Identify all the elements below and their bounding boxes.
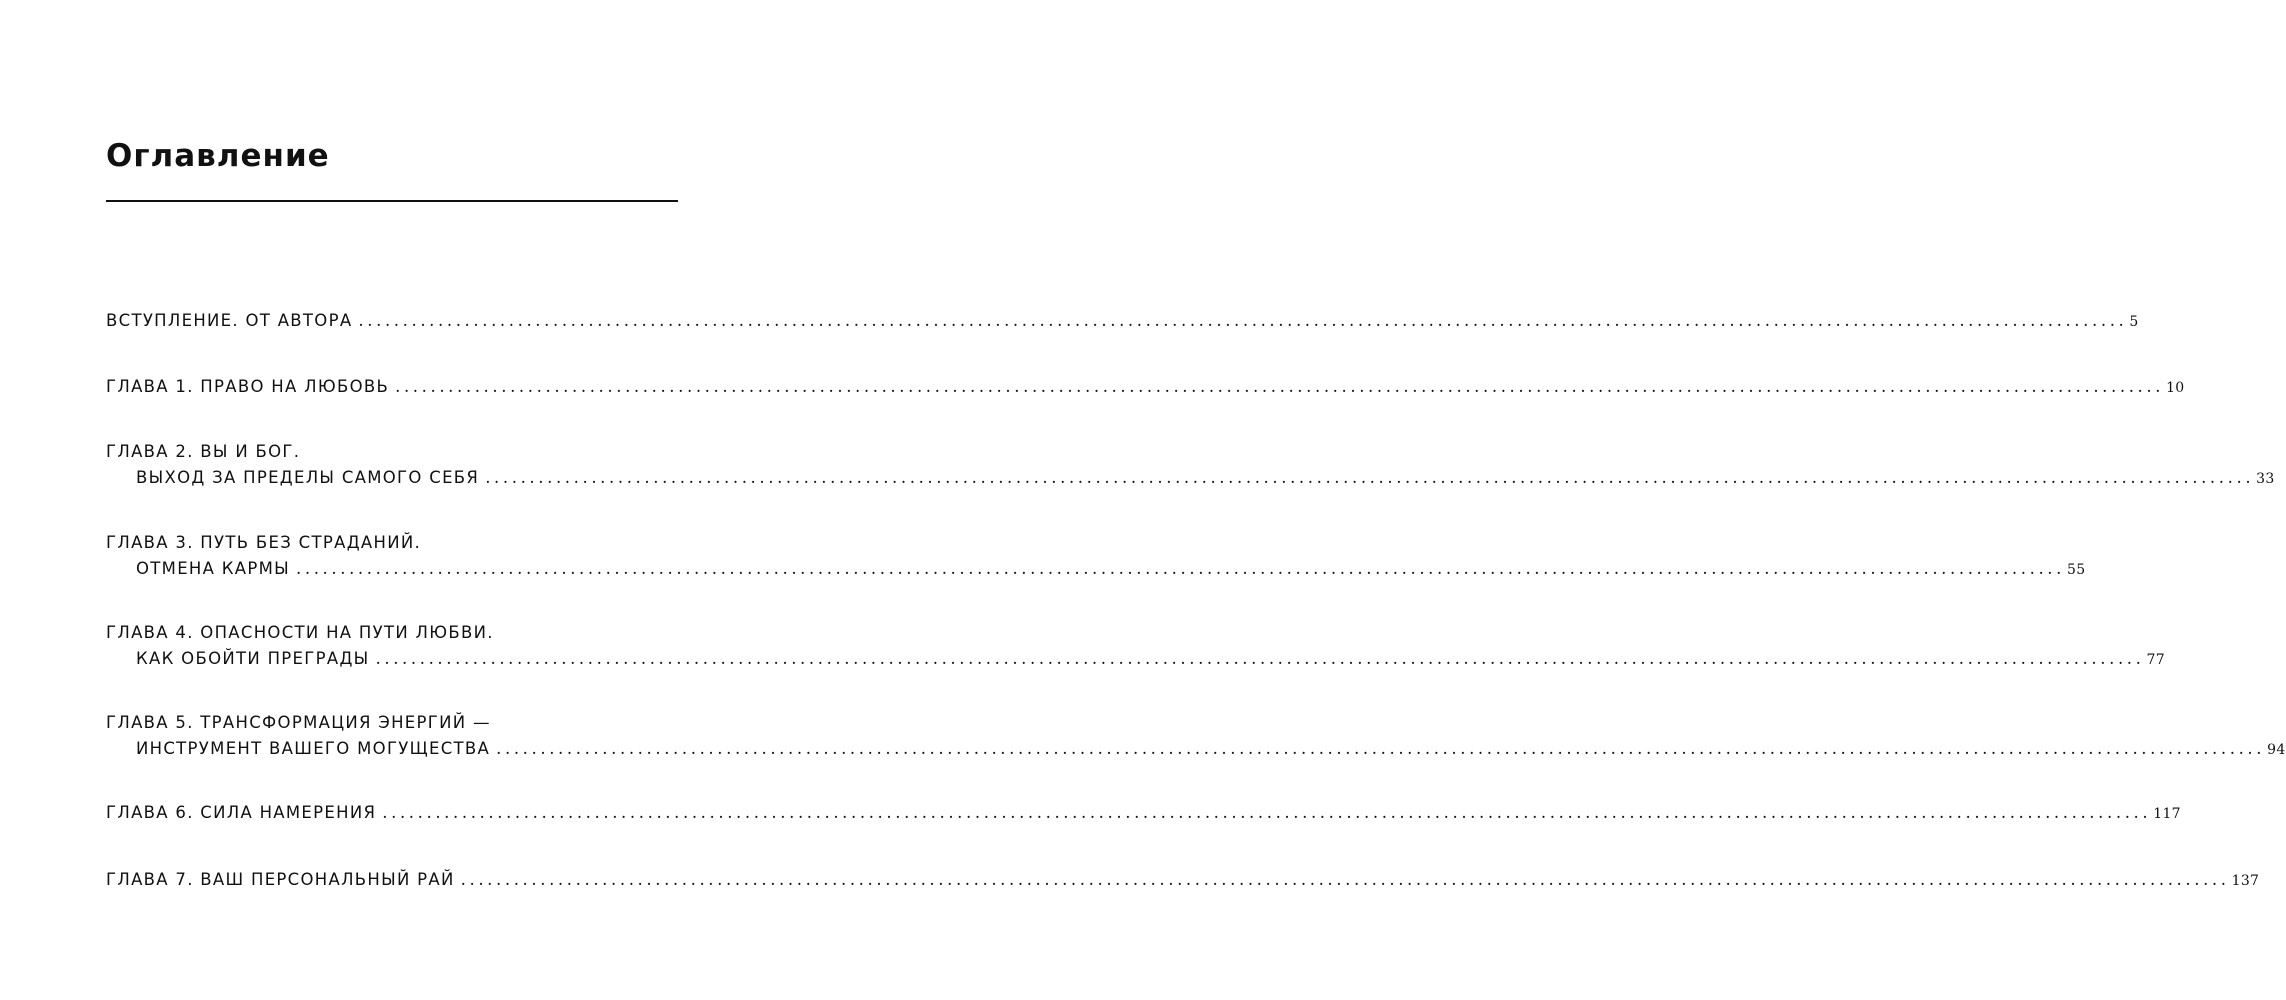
toc-page-number: 33 [2256,471,2275,487]
toc-entry-chapter-5[interactable] [106,710,2286,762]
toc-entry-intro[interactable] [106,308,2139,334]
toc-entry-title: ГЛАВА 4. ОПАСНОСТИ НА ПУТИ ЛЮБВИ. [106,623,494,642]
dot-leader: ........................................................................................................................................................................................................ [460,870,2230,889]
dot-leader: ........................................................................................................................................................................................................ [395,377,2165,396]
dot-leader: ........................................................................................................................................................................................................ [296,559,2065,578]
toc-entry-subtitle: ОТМЕНА КАРМЫ [136,559,291,578]
toc-entry-subtitle: КАК ОБОЙТИ ПРЕГРАДЫ [136,649,370,668]
toc-entry-title: ГЛАВА 3. ПУТЬ БЕЗ СТРАДАНИЙ. [106,533,422,552]
dot-leader: ........................................................................................................................................................................................................ [382,803,2152,822]
dot-leader: ........................................................................................................................................................................................................ [485,468,2255,487]
dot-leader: ........................................................................................................................................................................................................ [375,649,2145,668]
toc-entry-title: ВСТУПЛЕНИЕ. ОТ АВТОРА [106,311,353,330]
dot-leader: ........................................................................................................................................................................................................ [358,311,2128,330]
toc-page-number: 77 [2146,652,2165,668]
toc-entry-chapter-3[interactable] [106,530,2086,582]
toc-entry-title: ГЛАВА 2. ВЫ И БОГ. [106,442,301,461]
toc-page-number: 5 [2129,314,2139,330]
toc-entry-line [106,800,2181,826]
toc-page-number: 10 [2166,380,2185,396]
toc-page [106,0,2286,1000]
toc-entry-title: ГЛАВА 6. СИЛА НАМЕРЕНИЯ [106,803,377,822]
toc-entry-chapter-7[interactable] [106,867,2260,893]
title-divider [106,200,678,202]
toc-entry-subtitle: ИНСТРУМЕНТ ВАШЕГО МОГУЩЕСТВА [136,739,491,758]
toc-entry-line [106,465,2275,491]
toc-entry-chapter-2[interactable] [106,439,2275,491]
toc-entry-title: ГЛАВА 7. ВАШ ПЕРСОНАЛЬНЫЙ РАЙ [106,870,455,889]
dot-leader: ........................................................................................................................................................................................................ [496,739,2266,758]
page-title: Оглавление [106,138,330,174]
toc-entry-title: ГЛАВА 1. ПРАВО НА ЛЮБОВЬ [106,377,390,396]
toc-page-number: 117 [2153,806,2181,822]
toc-entry-title: ГЛАВА 5. ТРАНСФОРМАЦИЯ ЭНЕРГИЙ — [106,713,491,732]
toc-entry-line [106,556,2086,582]
toc-entry-chapter-4[interactable] [106,620,2165,672]
toc-entry-chapter-6[interactable] [106,800,2181,826]
toc-entry-subtitle: ВЫХОД ЗА ПРЕДЕЛЫ САМОГО СЕБЯ [136,468,480,487]
toc-entry-line [106,736,2286,762]
toc-entry-line [106,374,2185,400]
toc-page-number: 55 [2067,562,2086,578]
toc-page-number: 94 [2267,742,2286,758]
toc-entry-line [106,867,2260,893]
toc-entry-chapter-1[interactable] [106,374,2185,400]
toc-page-number: 137 [2231,873,2260,889]
toc-entry-line [106,308,2139,334]
toc-entry-line [106,646,2165,672]
